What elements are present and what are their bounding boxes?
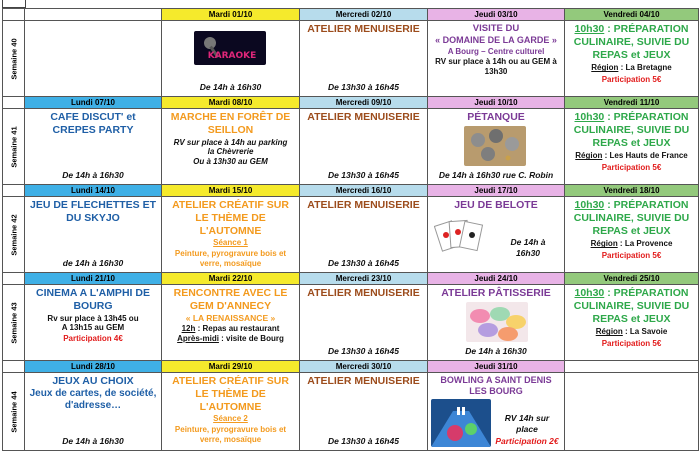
- time-text: De 14h à 16h30: [62, 436, 124, 446]
- activity-title: CINEMA A L'AMPHI DE BOURG: [36, 287, 150, 312]
- cell-atelier-creatif-2: [162, 373, 300, 451]
- header-wednesday: Mercredi 02/10: [300, 9, 428, 21]
- header-tuesday: Mardi 01/10: [162, 9, 300, 21]
- cell-flechettes: [25, 197, 162, 273]
- week-40-row: [3, 21, 699, 97]
- header-friday: Vendredi 25/10: [565, 273, 699, 285]
- week-label: Semaine 40: [3, 21, 25, 97]
- header-friday: Vendredi 11/10: [565, 97, 699, 109]
- time-text: de 14h à 16h30: [62, 258, 124, 268]
- region-text: Région : Les Hauts de France: [575, 151, 688, 161]
- petanque-image: [464, 126, 526, 166]
- meeting-text-2: place: [516, 424, 538, 434]
- header-row-week-41: [3, 97, 699, 109]
- header-friday: Vendredi 18/10: [565, 185, 699, 197]
- cell-belote: [428, 197, 565, 273]
- activity-title: JEU DE FLECHETTES ET DU SKYJO: [29, 199, 156, 224]
- header-wednesday: Mercredi 23/10: [300, 273, 428, 285]
- session-detail: Peinture, pyrogravure bois et verre, mosaïque: [174, 249, 287, 268]
- header-wednesday: Mercredi 16/10: [300, 185, 428, 197]
- cell-karaoke: [162, 21, 300, 97]
- header-monday: Lundi 28/10: [25, 361, 162, 373]
- activity-title: ATELIER MENUISERIE: [307, 287, 420, 299]
- activity-title: ATELIER MENUISERIE: [307, 199, 420, 211]
- participation-text: Participation 5€: [601, 251, 662, 261]
- cell-menuiserie: [300, 373, 428, 451]
- region-text: Région : La Bretagne: [591, 63, 672, 73]
- sheet-tab: [2, 0, 26, 8]
- week-44-row: [3, 373, 699, 451]
- header-corner: [3, 185, 25, 197]
- lunch-text: 12h : Repas au restaurant: [181, 323, 280, 333]
- header-thursday: Jeudi 10/10: [428, 97, 565, 109]
- header-monday: Lundi 14/10: [25, 185, 162, 197]
- header-row-week-40: [3, 9, 699, 21]
- header-tuesday: Mardi 15/10: [162, 185, 300, 197]
- meeting-text: RV sur place à 14h ou au GEM à: [435, 57, 557, 67]
- week-label: Semaine 44: [3, 373, 25, 451]
- activity-title: JEUX AU CHOIX: [52, 375, 134, 387]
- activity-title: JEU DE BELOTE: [454, 199, 538, 211]
- meeting-text: RV sur place à 14h au parking: [173, 137, 288, 147]
- cell-patisserie: [428, 285, 565, 361]
- time-text: De 13h30 à 16h45: [328, 82, 399, 92]
- header-thursday: Jeudi 03/10: [428, 9, 565, 21]
- cell-rencontre-annecy: [162, 285, 300, 361]
- header-corner: [3, 97, 25, 109]
- meeting-text-3: Ou à 13h30 au GEM: [193, 157, 268, 167]
- activity-title: MARCHE EN FORÊT DE SEILLON: [170, 111, 291, 136]
- participation-text: Participation 5€: [601, 75, 662, 85]
- header-row-week-42: [3, 185, 699, 197]
- cell-cuisine: [565, 109, 699, 185]
- header-corner: [3, 361, 25, 373]
- time-text: De 14h à 16h30: [62, 170, 124, 180]
- cell-bowling: [428, 373, 565, 451]
- afternoon-text: Après-midi : visite de Bourg: [177, 333, 284, 343]
- time-text: De 13h30 à 16h45: [328, 436, 399, 446]
- activity-title: 10h30 : PRÉPARATION CULINAIRE, SUIVIE DU REPAS et JEUX: [573, 111, 690, 149]
- header-empty-monday: [25, 9, 162, 21]
- header-row-week-43: [3, 273, 699, 285]
- cell-menuiserie: [300, 21, 428, 97]
- session-detail: Peinture, pyrogravure bois et verre, mosaïque: [174, 425, 287, 444]
- activity-title: BOWLING A SAINT DENIS LES BOURG: [440, 375, 552, 396]
- activity-title: ATELIER CRÉATIF SUR LE THÈME DE L'AUTOMNE: [172, 375, 289, 413]
- activity-subtitle: Jeux de cartes, de société, d'adresse…: [29, 387, 157, 411]
- activity-title: ATELIER PÂTISSERIE: [441, 287, 551, 299]
- activity-title: 10h30 : PRÉPARATION CULINAIRE, SUIVIE DU REPAS et JEUX: [573, 287, 690, 325]
- header-monday: Lundi 21/10: [25, 273, 162, 285]
- week-41-row: [3, 109, 699, 185]
- activity-subtitle: « LA RENAISSANCE »: [185, 312, 276, 323]
- bowling-image: [431, 399, 491, 447]
- session-label: Séance 2: [213, 414, 248, 424]
- cell-marche-foret: [162, 109, 300, 185]
- participation-text: Participation 4€: [63, 334, 123, 344]
- cell-empty: [565, 373, 699, 451]
- header-friday: Vendredi 04/10: [565, 9, 699, 21]
- activity-title: PÉTANQUE: [467, 111, 525, 123]
- activity-title: ATELIER MENUISERIE: [307, 111, 420, 123]
- time-text: De 13h30 à 16h45: [328, 170, 399, 180]
- week-label: Semaine 41: [3, 109, 25, 185]
- activity-title: 10h30 : PRÉPARATION CULINAIRE, SUIVIE DU REPAS et JEUX: [573, 199, 690, 237]
- karaoke-image: [194, 31, 266, 65]
- activity-title: ATELIER MENUISERIE: [307, 23, 420, 35]
- time-text: De 13h30 à 16h45: [328, 258, 399, 268]
- meeting-text-2: A 13h15 au GEM: [61, 323, 125, 333]
- region-text: Région : La Provence: [590, 239, 673, 249]
- time-text: De 14h à: [510, 237, 546, 247]
- cell-jeux-au-choix: [25, 373, 162, 451]
- header-tuesday: Mardi 29/10: [162, 361, 300, 373]
- participation-text: Participation 2€: [495, 436, 559, 446]
- activity-subtitle: « DOMAINE DE LA GARDE »: [435, 34, 557, 45]
- activity-title: 10h30 : PRÉPARATION CULINAIRE, SUIVIE DU REPAS et JEUX: [573, 23, 690, 61]
- header-corner: [3, 9, 25, 21]
- header-thursday: Jeudi 24/10: [428, 273, 565, 285]
- location-text: A Bourg – Centre culturel: [447, 46, 545, 56]
- activity-schedule-table: [2, 8, 699, 451]
- meeting-text: RV 14h sur: [504, 413, 550, 423]
- week-label: Semaine 42: [3, 197, 25, 273]
- activity-title: ATELIER CRÉATIF SUR LE THÈME DE L'AUTOMNE: [172, 199, 289, 237]
- header-thursday: Jeudi 17/10: [428, 185, 565, 197]
- header-empty-friday: [565, 361, 699, 373]
- cell-empty: [25, 21, 162, 97]
- time-text-2: 16h30: [515, 248, 541, 258]
- cell-menuiserie: [300, 109, 428, 185]
- activity-title: ATELIER MENUISERIE: [307, 375, 420, 387]
- participation-text: Participation 5€: [601, 339, 662, 349]
- time-text: De 14h à 16h30: [465, 346, 527, 356]
- cell-cinema: [25, 285, 162, 361]
- cell-cuisine: [565, 197, 699, 273]
- cell-cuisine: [565, 21, 699, 97]
- activity-title: CAFE DISCUT' et CREPES PARTY: [50, 111, 136, 136]
- session-label: Séance 1: [213, 238, 248, 248]
- cell-atelier-creatif-1: [162, 197, 300, 273]
- region-text: Région : La Savoie: [595, 327, 668, 337]
- playing-cards-image: [434, 217, 490, 259]
- meeting-text: Rv sur place à 13h45 ou: [47, 313, 139, 323]
- macarons-image: [466, 302, 528, 342]
- week-label: Semaine 43: [3, 285, 25, 361]
- time-text: De 14h à 16h30: [199, 82, 262, 92]
- header-wednesday: Mercredi 30/10: [300, 361, 428, 373]
- header-corner: [3, 273, 25, 285]
- header-tuesday: Mardi 08/10: [162, 97, 300, 109]
- time-text: De 14h à 16h30 rue C. Robin: [438, 170, 554, 180]
- week-42-row: [3, 197, 699, 273]
- header-row-week-44: [3, 361, 699, 373]
- time-text: De 13h30 à 16h45: [328, 346, 399, 356]
- header-monday: Lundi 07/10: [25, 97, 162, 109]
- cell-cafe-discut: [25, 109, 162, 185]
- header-wednesday: Mercredi 09/10: [300, 97, 428, 109]
- week-43-row: [3, 285, 699, 361]
- header-tuesday: Mardi 22/10: [162, 273, 300, 285]
- cell-menuiserie: [300, 285, 428, 361]
- cell-petanque: [428, 109, 565, 185]
- cell-visite-domaine: [428, 21, 565, 97]
- cell-menuiserie: [300, 197, 428, 273]
- activity-title: RENCONTRE AVEC LE GEM D'ANNECY: [173, 287, 288, 312]
- activity-title: VISITE DU: [472, 23, 520, 34]
- cell-cuisine: [565, 285, 699, 361]
- participation-text: Participation 5€: [601, 163, 662, 173]
- meeting-text-2: 13h30: [484, 67, 508, 77]
- meeting-text-2: la Chèvrerie: [207, 147, 254, 157]
- svg-text:KARAOKE: KARAOKE: [207, 51, 257, 61]
- header-thursday: Jeudi 31/10: [428, 361, 565, 373]
